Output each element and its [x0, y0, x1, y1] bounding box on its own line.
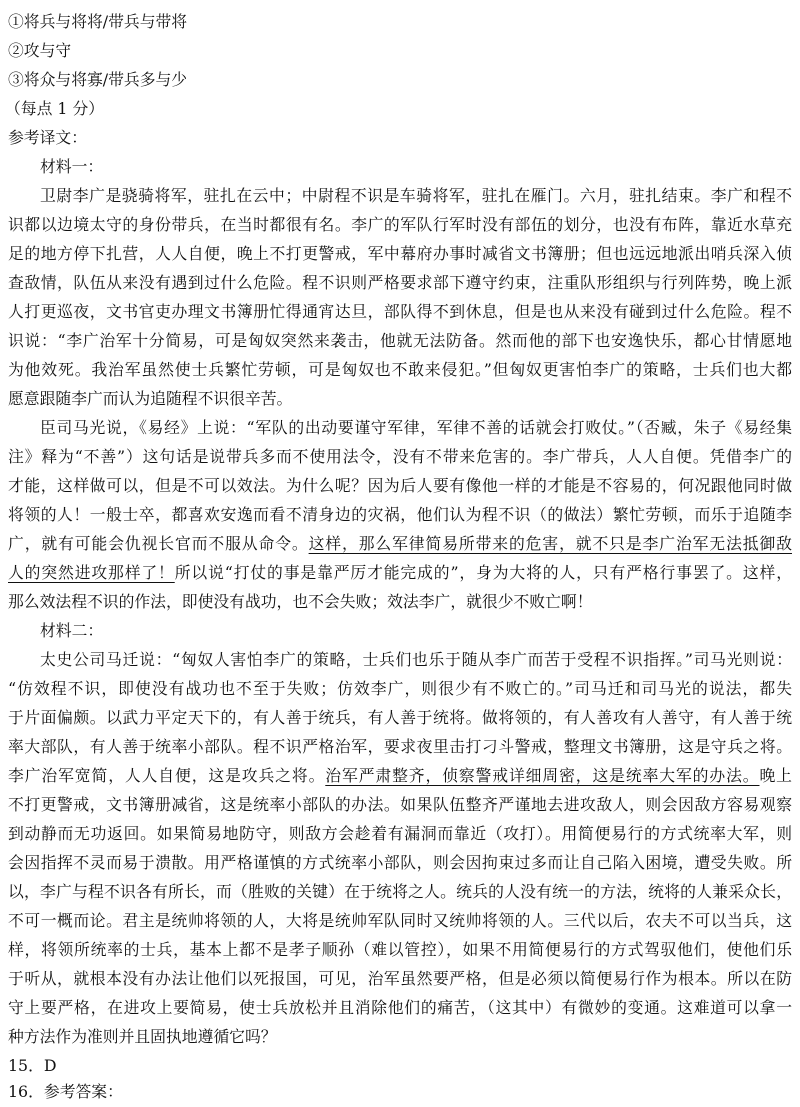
- scoring-note: （每点 1 分）: [5, 99, 105, 118]
- paragraph-line: 查敌情，队伍从来没有遇到过什么危险。程不识则严格要求部下遵守约束，注重队形组织与行列阵势，晚上派: [8, 273, 792, 292]
- paragraph-line: [8, 761, 792, 790]
- paragraph-line: [8, 558, 792, 587]
- paragraph-line: “仿效程不识，即使没有战功也不至于失败；仿效李广，则很少有不败亡的。”司马迁和司马光的说法，都失: [8, 679, 792, 698]
- paragraph-line: 不打更警戒，文书簿册减省，这是统率小部队的办法。如果队伍整齐严谨地去进攻敌人，则会因敌方容易观察: [8, 795, 792, 814]
- paragraph-line: 人打更巡夜，文书官吏办理文书簿册忙得通宵达旦，部队得不到休息，但是也从来没有碰到过什么危险。程不: [8, 302, 792, 321]
- paragraph-text: 广，就有可能会仇视长官而不服从命令。: [8, 534, 309, 553]
- paragraph-line: 到动静而无功返回。如果简易地防守，则敌方会趁着有漏洞而靠近（攻打）。用简便易行的方式统率大军，则: [8, 824, 792, 843]
- paragraph-text: 晚上: [759, 766, 792, 785]
- paragraph-line: 注》释为“不善”）这句话是说带兵多而不使用法令，没有不带来危害的。李广带兵，人人自便。凭借李广的: [8, 447, 792, 466]
- question-16-heading: 16．参考答案：: [8, 1082, 123, 1101]
- paragraph-line: 种方法作为准则并且固执地遵循它吗？: [8, 1027, 277, 1046]
- material-two-heading: 材料二：: [40, 621, 104, 640]
- paragraph-line: 守上要严格，在进攻上要简易，使士兵放松并且消除他们的痛苦，（这其中）有微妙的变通。这难道可以拿一: [8, 998, 792, 1017]
- paragraph-line: 识都以边境太守的身份带兵，在当时都很有名。李广的军队行军时没有部伍的划分，也没有布阵，靠近水草充: [8, 215, 792, 234]
- paragraph-line: 以，李广与程不识各有所长，而（胜败的关键）在于统将之人。统兵的人没有统一的方法，统将的人兼采众长，: [8, 882, 792, 901]
- paragraph-line: 于片面偏颇。以武力平定天下的，有人善于统兵，有人善于统将。做将领的，有人善攻有人善守，有人善于统: [8, 708, 792, 727]
- paragraph-line: 愿意跟随李广而认为追随程不识很辛苦。: [8, 389, 293, 408]
- paragraph-line: 样，将领所统率的士兵，基本上都不是孝子顺孙（难以管控），如果不用简便易行的方式驾驭他们，使他们乐: [8, 940, 792, 959]
- underlined-sentence: 治军严肃整齐，侦察警戒详细周密，这是统率大军的办法。: [325, 766, 760, 785]
- paragraph-line: 识说：“李广治军十分简易，可是匈奴突然来袭击，他就无法防备。然而他的部下也安逸快乐，都心甘情愿地: [8, 331, 792, 350]
- paragraph-line: 不可一概而论。君主是统帅将领的人，大将是统帅军队同时又统帅将领的人。三代以后，农夫不可以当兵，这: [8, 911, 792, 930]
- paragraph-line: 太史公司马迁说：“匈奴人害怕李广的策略，士兵们也乐于随从李广而苦于受程不识指挥。”司马光则说：: [40, 650, 792, 669]
- paragraph-line: 于听从，就根本没有办法让他们以死报国，可见，治军虽然要严格，但是必须以简便易行作为根本。所以在防: [8, 969, 792, 988]
- underlined-sentence: 人的突然进攻那样了！: [8, 563, 175, 582]
- answer-point-2: ②攻与守: [8, 41, 72, 60]
- answer-point-1: ①将兵与将将/带兵与带将: [8, 12, 188, 31]
- question-15-answer: 15．D: [8, 1056, 57, 1075]
- paragraph-text: 所以说“打仗的事是靠严厉才能完成的”，身为大将的人，只有严格行事罢了。这样，: [174, 563, 792, 582]
- paragraph-line: 会因指挥不灵而易于溃散。用严格谨慎的方式统率小部队，则会因拘束过多而让自己陷入困境，遭受失败。所: [8, 853, 792, 872]
- paragraph-line: 为他效死。我治军虽然使士兵繁忙劳顿，可是匈奴也不敢来侵犯。”但匈奴更害怕李广的策略，士兵们也大都: [8, 360, 792, 379]
- paragraph-line: 足的地方停下扎营，人人自便，晚上不打更警戒，军中幕府办事时减省文书簿册；但也远远地派出哨兵深入侦: [8, 244, 792, 263]
- paragraph-line: 才能，这样做可以，但是不可以效法。为什么呢？因为后人要有像他一样的才能是不容易的，何况跟他同时做: [8, 476, 792, 495]
- underlined-sentence: 这样，那么军律简易所带来的危害，就不只是李广治军无法抵御敌: [308, 534, 792, 553]
- material-one-heading: 材料一：: [40, 157, 104, 176]
- paragraph-line: 卫尉李广是骁骑将军，驻扎在云中；中尉程不识是车骑将军，驻扎在雁门。六月，驻扎结束。李广和程不: [40, 186, 792, 205]
- paragraph-line: [8, 529, 792, 558]
- paragraph-line: 率大部队，有人善于统率小部队。程不识严格治军，要求夜里击打刁斗警戒，整理文书簿册，这是守兵之将。: [8, 737, 792, 756]
- translation-title: 参考译文：: [8, 128, 87, 147]
- paragraph-text: 李广治军宽简，人人自便，这是攻兵之将。: [8, 766, 326, 785]
- answer-point-3: ③将众与将寡/带兵多与少: [8, 70, 188, 89]
- paragraph-line: 那么效法程不识的作法，即使没有战功，也不会失败；效法李广，就很少不败亡啊！: [8, 592, 593, 611]
- paragraph-line: 臣司马光说，《易经》上说：“军队的出动要谨守军律，军律不善的话就会打败仗。”（否臧，朱子《易经集: [40, 418, 792, 437]
- paragraph-line: 将领的人！一般士卒，都喜欢安逸而看不清身边的灾祸，他们认为程不识（的做法）繁忙劳顿，而乐于追随李: [8, 505, 792, 524]
